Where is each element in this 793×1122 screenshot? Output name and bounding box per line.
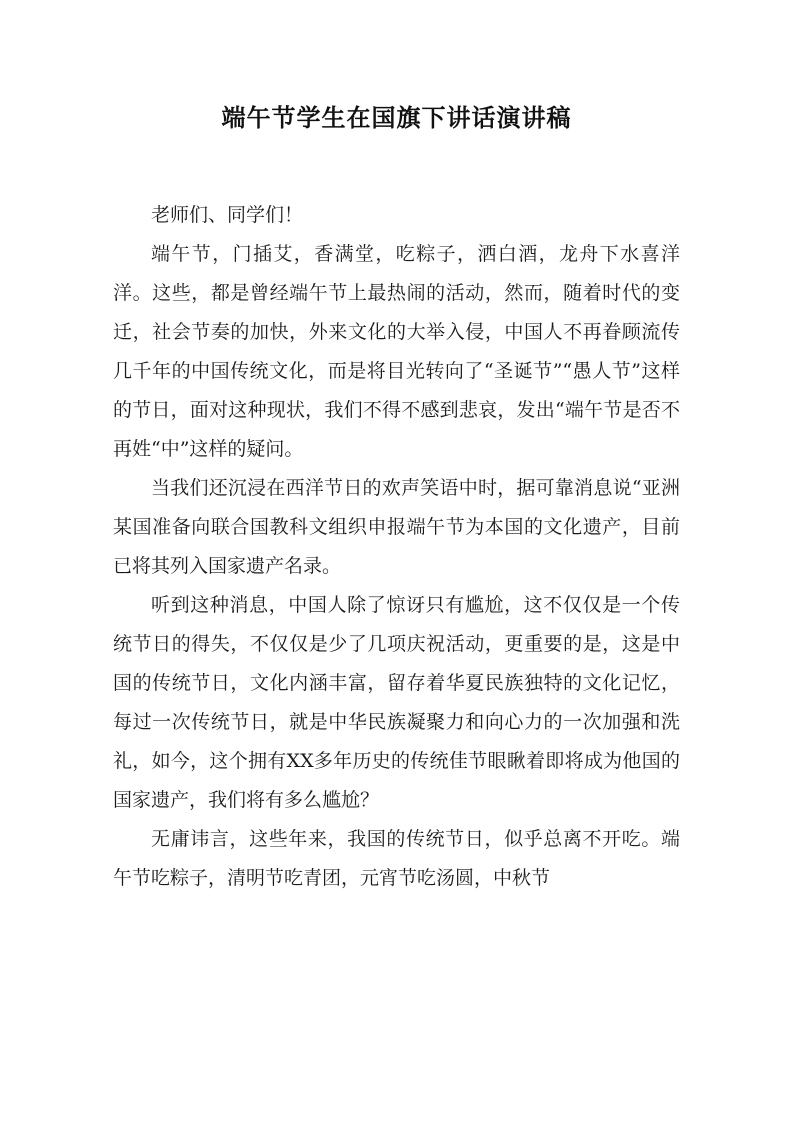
- paragraph: 听到这种消息，中国人除了惊讶只有尴尬，这不仅仅是一个传统节日的得失，不仅仅是少了几项庆祝活动，更重要的是，这是中国的传统节日，文化内涵丰富，留存着华夏民族独特的文化记忆，每过一次传统节日，就是中华民族凝聚力和向心力的一次加强和洗礼，如今，这个拥有XX多年历史的传统佳节眼瞅着即将成为他国的国家遗产，我们将有多么尴尬？: [113, 594, 680, 811]
- paragraph: 当我们还沉浸在西洋节日的欢声笑语中时，据可靠消息说“亚洲某国准备向联合国教科文组织申报端午节为本国的文化遗产，目前已将其列入国家遗产名录。: [113, 477, 680, 577]
- paragraph-greeting: 老师们、同学们！: [151, 204, 304, 226]
- paragraph: 无庸讳言，这些年来，我国的传统节日，似乎总离不开吃。端午节吃粽子，清明节吃青团，元宵节吃汤圆，中秋节: [113, 828, 680, 889]
- page-title: 端午节学生在国旗下讲话演讲稿: [221, 104, 572, 132]
- document-body: [113, 196, 680, 898]
- paragraph: 端午节，门插艾，香满堂，吃粽子，洒白酒，龙舟下水喜洋洋。这些，都是曾经端午节上最热闹的活动，然而，随着时代的变迁，社会节奏的加快，外来文化的大举入侵，中国人不再眷顾流传几千年的中国传统文化，而是将目光转向了“圣诞节”“愚人节”这样的节日，面对这种现状，我们不得不感到悲哀，发出“端午节是否不再姓“中”这样的疑问。: [113, 243, 680, 460]
